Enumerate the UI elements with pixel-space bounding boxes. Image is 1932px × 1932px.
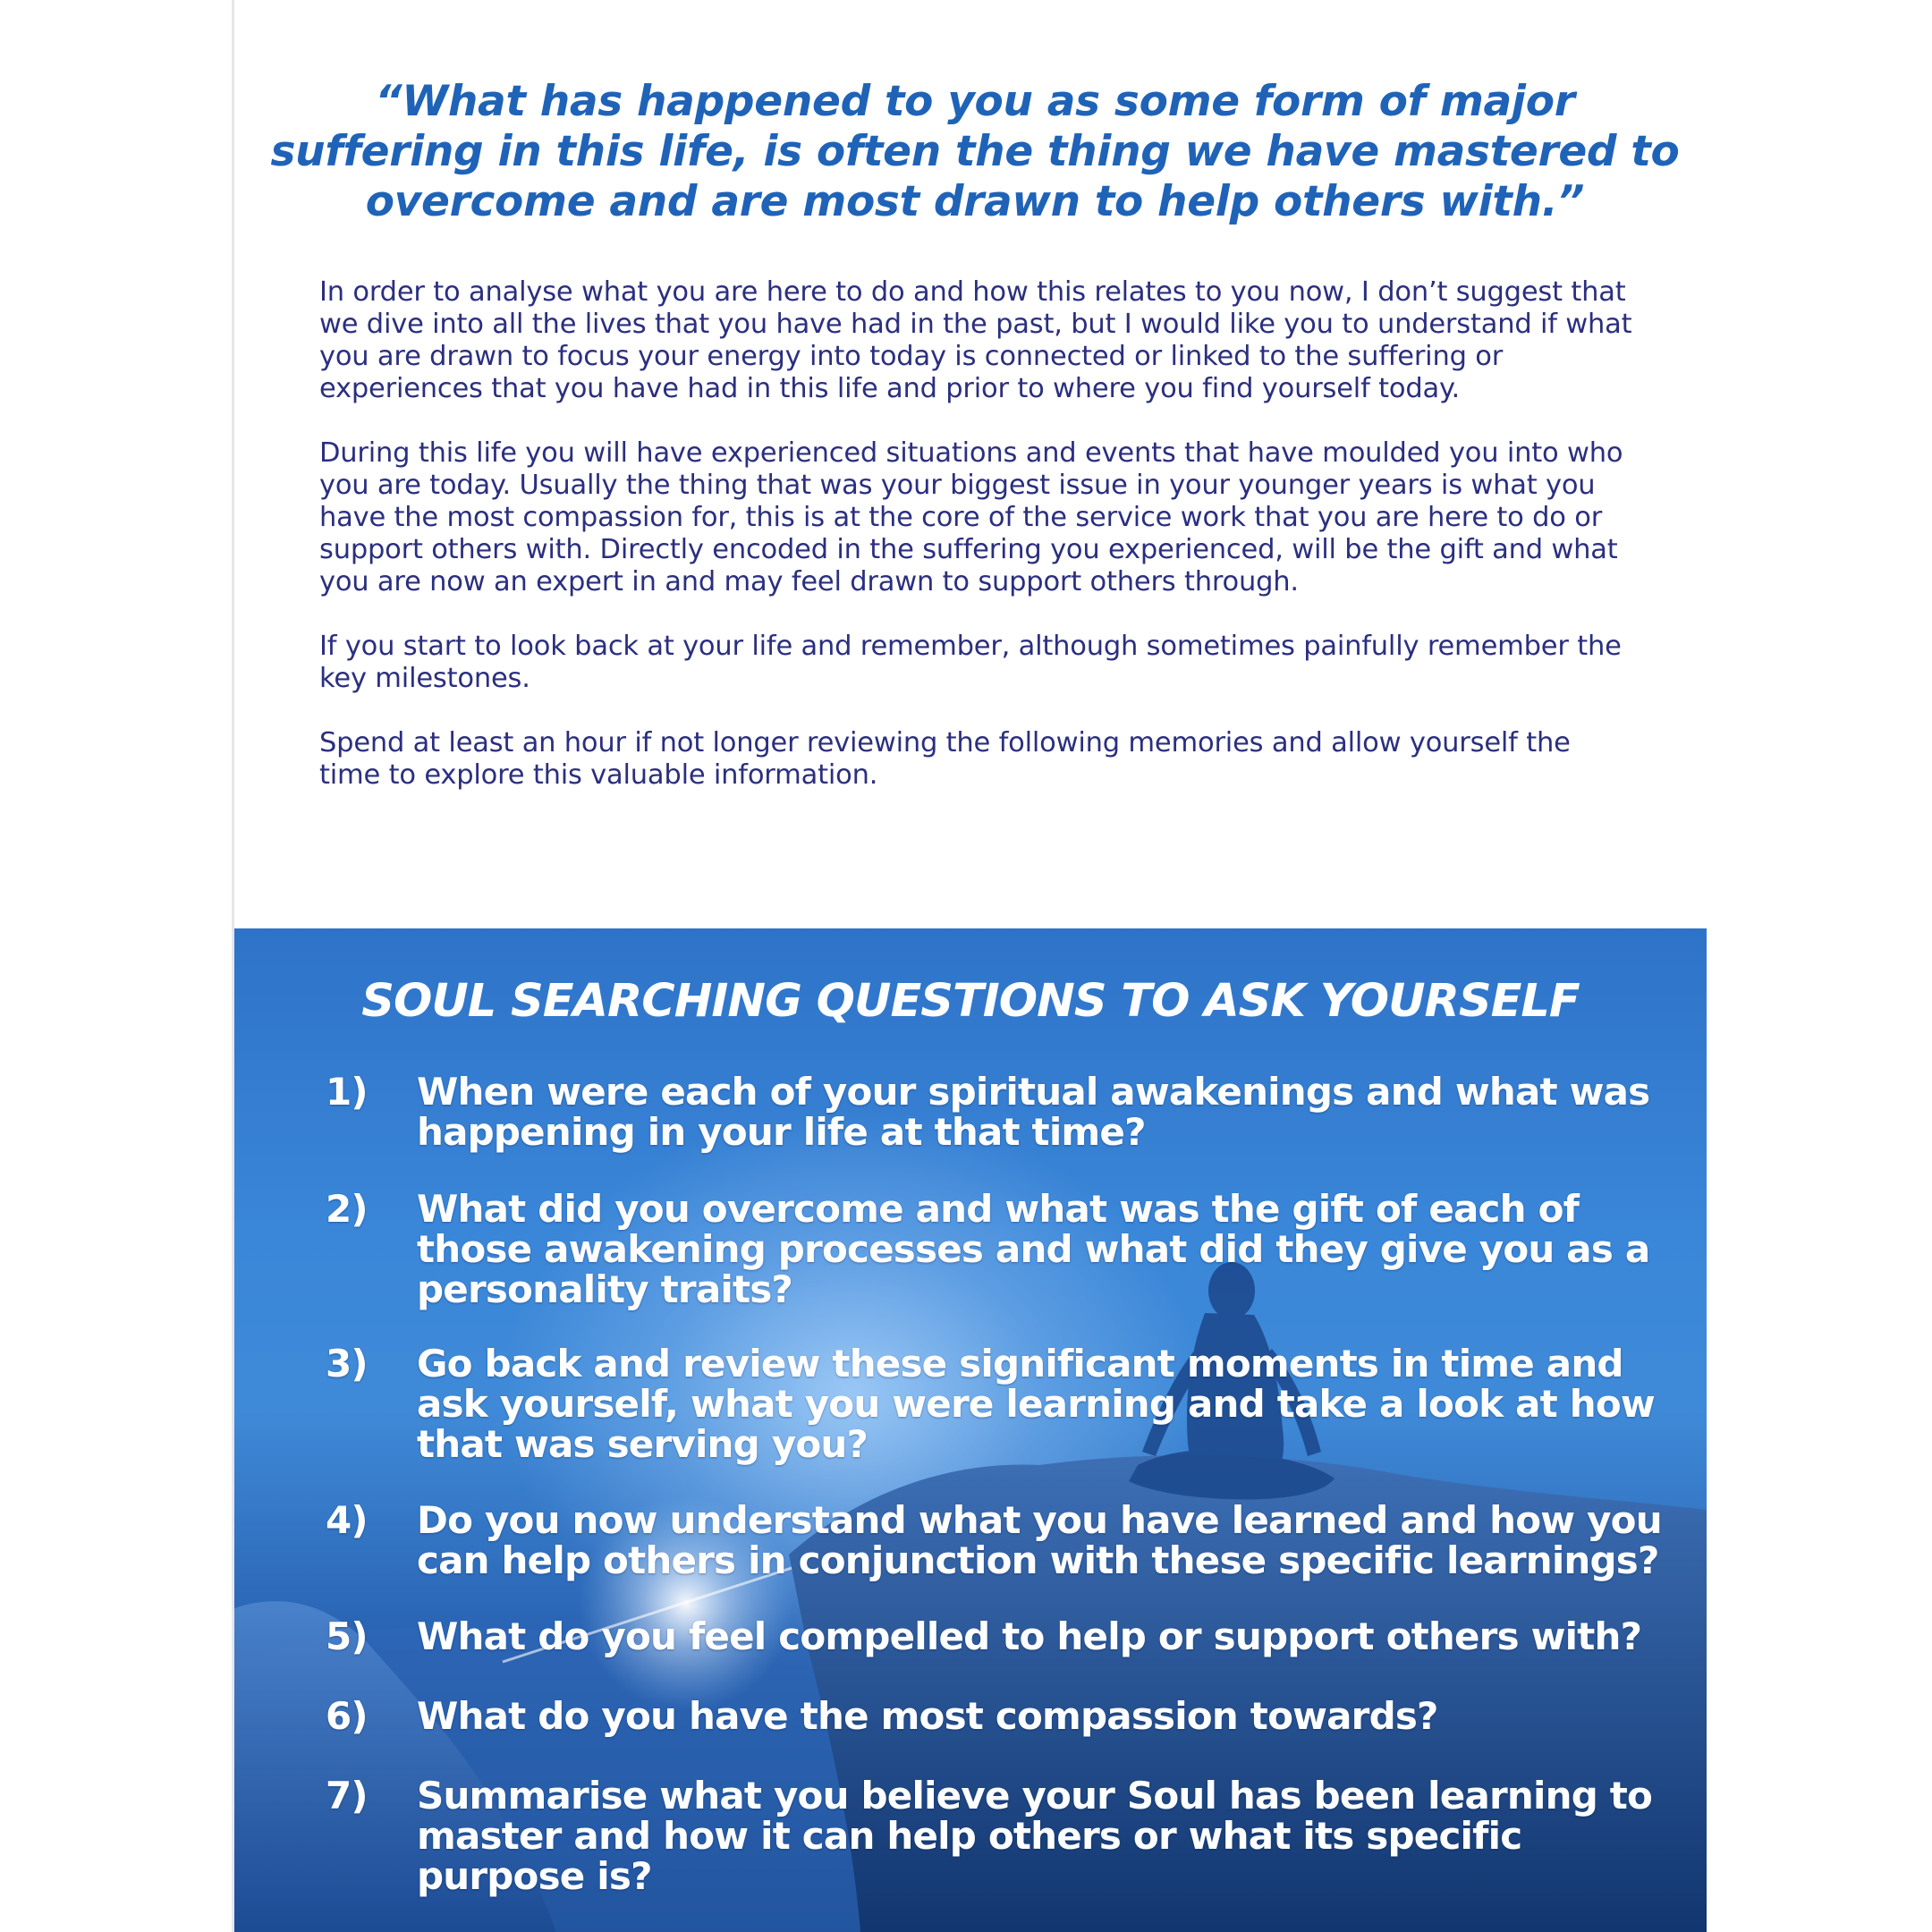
question-text: Do you now understand what you have learned and how you can help others in conjunction with these specific learnings? [417,1498,1662,1582]
question-item [326,1696,1667,1736]
question-text: What did you overcome and what was the gift of each of those awakening processes and what did they give you as a personality traits? [417,1187,1650,1311]
question-item [326,1500,1667,1580]
paragraph: During this life you will have experienced situations and events that have moulded you into who you are today. Usually the thing that was your biggest issue in your younger years is what you have the most compassion for, this is at the core of the service work that you are here to do or support others with. Directly encoded in the suffering you experienced, will be the gift and what you are now an expert in and may feel drawn to support others through. [319,437,1623,597]
question-number: 5) [326,1614,368,1658]
question-item [326,1189,1667,1309]
pull-quote: “What has happened to you as some form of major suffering in this life, is often the thing we have mastered to overcome and are most drawn to help others with.” [270,77,1680,226]
question-number: 2) [326,1187,368,1231]
question-text: Go back and review these significant moments in time and ask yourself, what you were learning and take a look at how that was serving you? [417,1342,1655,1466]
question-number: 3) [326,1342,368,1385]
paragraph: Spend at least an hour if not longer reviewing the following memories and allow yourself the time to explore this valuable information. [319,727,1571,791]
question-number: 6) [326,1694,368,1738]
question-item [326,1343,1667,1464]
questions-list [326,1072,1667,1896]
question-text: Summarise what you believe your Soul has been learning to master and how it can help others or what its specific purpose is? [417,1774,1653,1898]
questions-banner [234,928,1707,1932]
question-text: When were each of your spiritual awakenings and what was happening in your life at that time? [417,1070,1650,1154]
questions-title: SOUL SEARCHING QUESTIONS TO ASK YOURSELF [361,975,1580,1028]
paragraph: In order to analyse what you are here to do and how this relates to you now, I don’t suggest that we dive into all the lives that you have had in the past, but I would like you to understand if what you are drawn to focus your energy into today is connected or linked to the suffering or experiences that you have had in this life and prior to where you find yourself today. [319,276,1632,404]
question-text: What do you have the most compassion towards? [417,1694,1438,1738]
question-number: 4) [326,1498,368,1542]
question-item [326,1616,1667,1657]
question-item [326,1072,1667,1152]
question-text: What do you feel compelled to help or support others with? [417,1614,1642,1658]
question-item [326,1775,1667,1896]
question-number: 7) [326,1774,368,1818]
question-number: 1) [326,1070,368,1114]
intro-text [319,276,1634,824]
paragraph: If you start to look back at your life and remember, although sometimes painfully remember the key milestones. [319,631,1622,694]
